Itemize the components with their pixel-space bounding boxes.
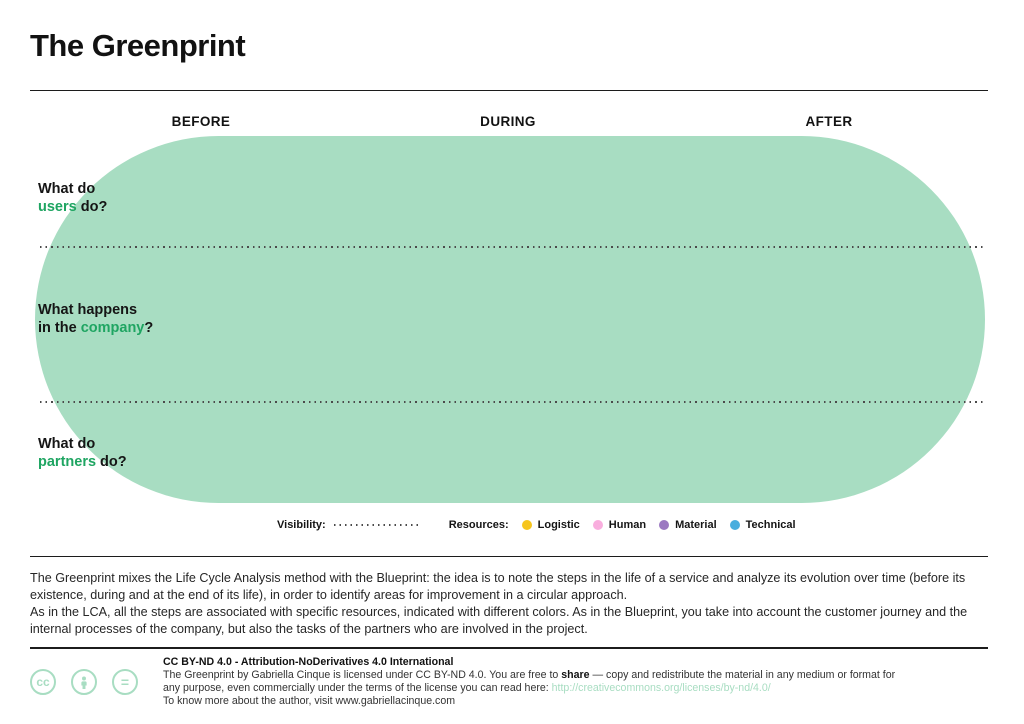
row-label-line1: What do	[38, 436, 96, 452]
highlight-users: users	[38, 199, 77, 215]
row-label-line1: What happens	[38, 302, 138, 318]
visibility-dotted-line-sample	[334, 524, 419, 526]
highlight-partners: partners	[38, 454, 97, 470]
license-url-link[interactable]: http://creativecommons.org/licenses/by-nd/4.0/	[551, 682, 771, 695]
highlight-company: company	[80, 320, 145, 336]
share-emphasis: share	[561, 669, 590, 682]
license-body: The Greenprint by Gabriella Cinque is licensed under CC BY-ND 4.0. You are free to share — copy and redistribute the material in any medium or format for any purpose, even commercially under the terms of the license you can read here: http://creativecommons.org/licenses/by-nd/4.0/	[163, 669, 896, 695]
row-label-line1: What do	[38, 181, 96, 197]
legend	[277, 519, 796, 531]
legend-item-label: Human	[608, 519, 647, 531]
resources-label: Resources:	[448, 519, 509, 531]
title-divider	[30, 90, 988, 91]
row-separator-users-company	[40, 246, 985, 248]
row-label-line2: partners do?	[38, 454, 127, 470]
page-title: The Greenprint	[30, 28, 246, 63]
human-dot-icon	[593, 520, 603, 530]
legend-item-technical	[730, 519, 796, 531]
legend-item-human	[593, 519, 646, 531]
description-divider	[30, 556, 988, 557]
author-note: To know more about the author, visit www.gabriellacinque.com	[163, 695, 456, 708]
row-label-line2: in the company?	[38, 320, 154, 336]
row-separator-company-partners	[40, 401, 985, 403]
column-header-before: BEFORE	[171, 114, 231, 129]
description-paragraph-1: The Greenprint mixes the Life Cycle Analysis method with the Blueprint: the idea is to note the steps in the life of a service and analyze its evolution over time (before its existence, during and at the end of its life), in order to identify areas for improvement in a circular approach.	[30, 571, 966, 602]
logistic-dot-icon	[522, 520, 532, 530]
no-derivatives-icon: =	[112, 669, 138, 695]
description-paragraph-2: As in the LCA, all the steps are associated with specific resources, indicated with different colors. As in the Blueprint, you take into account the customer journey and the internal processes of the company, but also the tasks of the partners who are involved in the project.	[30, 604, 968, 636]
visibility-label: Visibility:	[277, 519, 326, 531]
cc-icon: cc	[30, 669, 56, 695]
row-label-partners	[38, 435, 127, 471]
row-label-company	[38, 301, 153, 337]
legend-item-material	[659, 519, 717, 531]
legend-item-label: Logistic	[537, 519, 580, 531]
license-title: CC BY-ND 4.0 - Attribution-NoDerivatives 4.0 International	[163, 656, 454, 668]
creative-commons-icons	[30, 669, 153, 695]
license-block	[163, 656, 911, 708]
description-text	[30, 570, 988, 638]
column-header-after: AFTER	[805, 114, 853, 129]
row-label-users	[38, 180, 107, 216]
row-label-line2: users do?	[38, 199, 108, 215]
legend-item-label: Material	[675, 519, 717, 531]
legend-item-label: Technical	[745, 519, 796, 531]
greenprint-canvas-shape	[35, 136, 985, 503]
technical-dot-icon	[730, 520, 740, 530]
attribution-person-icon	[71, 669, 97, 695]
footer-divider	[30, 647, 988, 649]
legend-item-logistic	[522, 519, 580, 531]
column-header-during: DURING	[480, 114, 536, 129]
material-dot-icon	[659, 520, 669, 530]
